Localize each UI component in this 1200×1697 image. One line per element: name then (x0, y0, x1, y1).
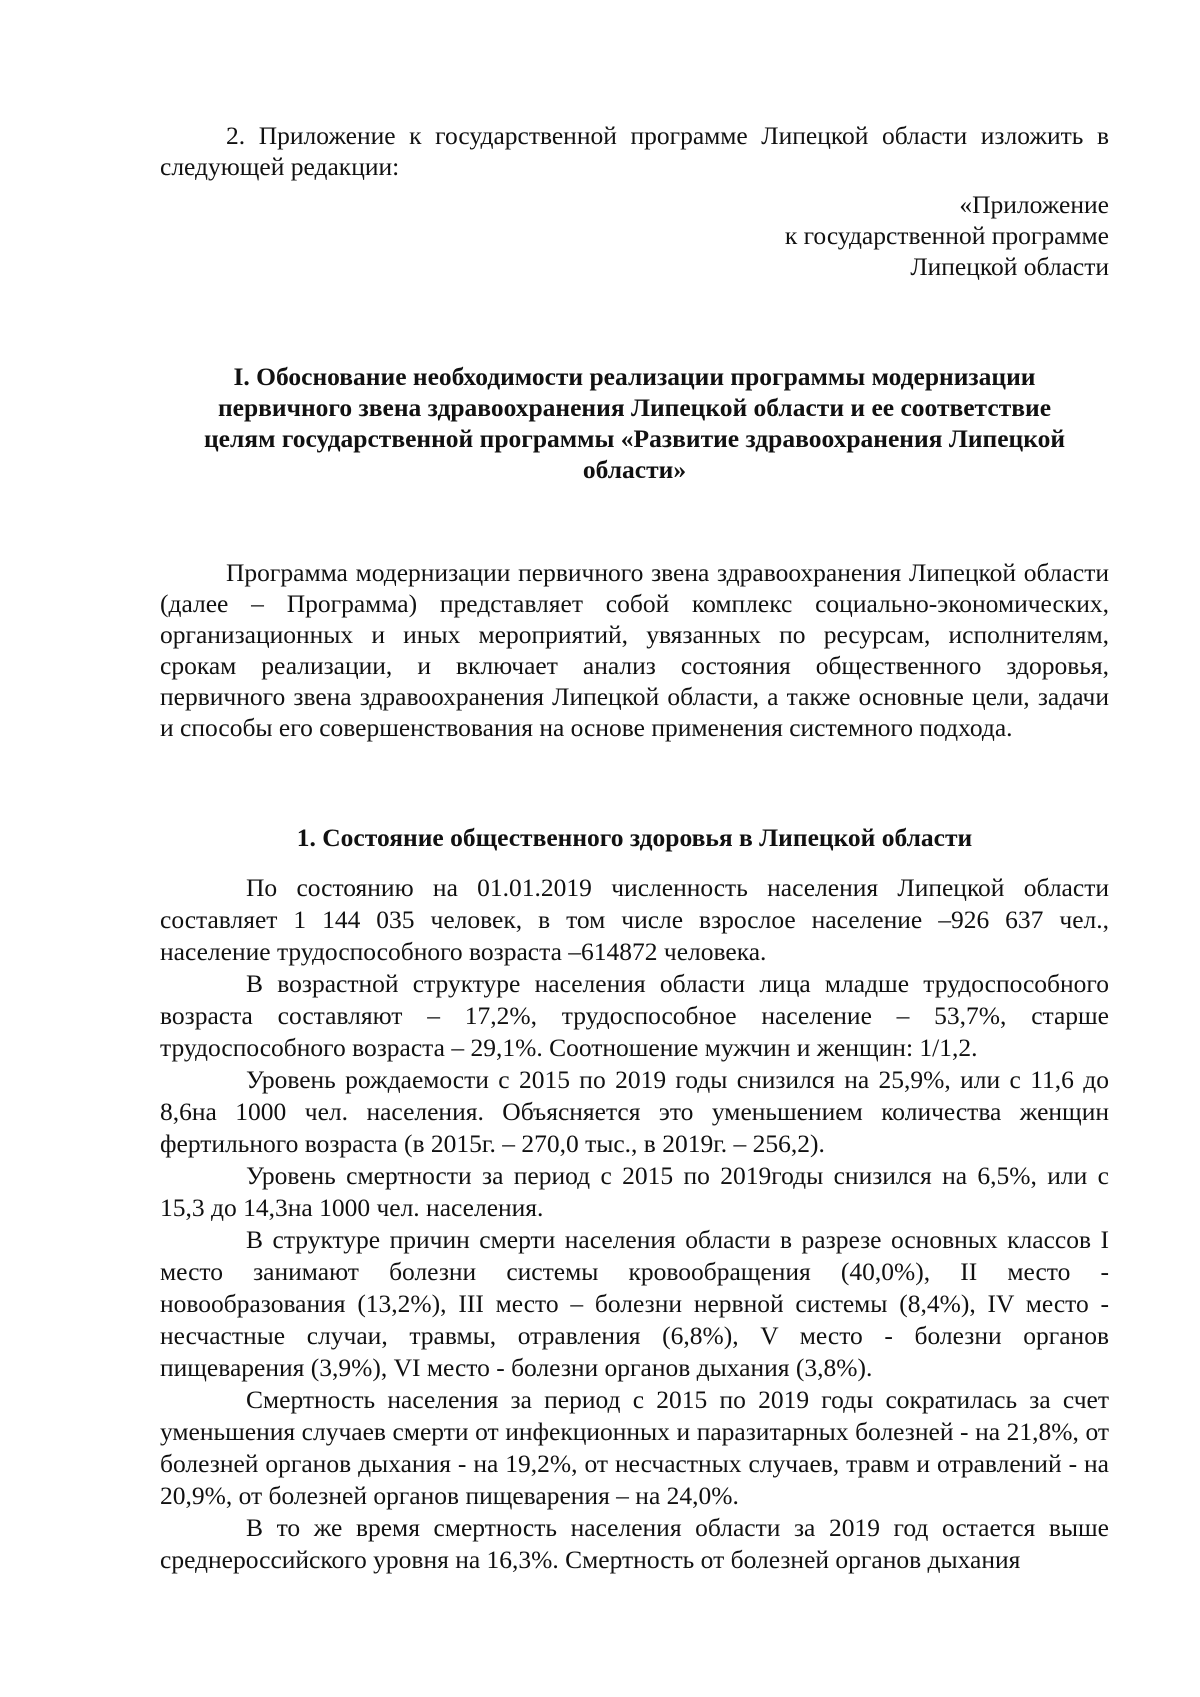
subsection-title: 1. Состояние общественного здоровья в Липецкой области (296, 823, 973, 852)
body-paragraph: Уровень рождаемости с 2015 по 2019 годы снизился на 25,9%, или с 11,6 до 8,6на 1000 чел. населения. Объясняется это уменьшением количества женщин фертильного возраста (в 2015г. – 270,0 тыс., в 2019г. – 256,2). (160, 1065, 1109, 1158)
appendix-note-line: «Приложение (959, 190, 1109, 219)
body-paragraph: Смертность населения за период с 2015 по 2019 годы сократилась за счет уменьшения случаев смерти от инфекционных и паразитарных болезней - на 21,8%, от болезней органов дыхания - на 19,2%, от несчастных случаев, травм и отравлений - на 20,9%, от болезней органов пищеварения – на 24,0%. (160, 1385, 1109, 1510)
appendix-note-line: к государственной программе (784, 221, 1109, 250)
intro-paragraph: 2. Приложение к государственной программе Липецкой области изложить в следующей редакции: (160, 121, 1109, 181)
body-paragraph: Уровень смертности за период с 2015 по 2019годы снизился на 6,5%, или с 15,3 до 14,3на 1000 чел. населения. (160, 1161, 1109, 1222)
appendix-note (160, 189, 1109, 282)
body-paragraph: В то же время смертность населения области за 2019 год остается выше среднероссийского уровня на 16,3%. Смертность от болезней органов дыхания (160, 1513, 1109, 1574)
body-paragraph: В возрастной структуре населения области лица младше трудоспособного возраста составляют – 17,2%, трудоспособное население – 53,7%, старше трудоспособного возраста – 29,1%. Соотношение мужчин и женщин: 1/1,2. (160, 969, 1109, 1062)
document-body (160, 120, 1109, 1576)
program-paragraph: Программа модернизации первичного звена здравоохранения Липецкой области (далее – Программа) представляет собой комплекс социально-экономических, организационных и иных мероприятий, увязанных по ресурсам, исполнителям, срокам реализации, и включает анализ состояния общественного здоровья, первичного звена здравоохранения Липецкой области, а также основные цели, задачи и способы его совершенствования на основе применения системного подхода. (160, 558, 1109, 742)
health-paragraphs (160, 872, 1109, 1576)
body-paragraph: По состоянию на 01.01.2019 численность населения Липецкой области составляет 1 144 035 человек, в том числе взрослое население –926 637 чел., население трудоспособного возраста –614872 человека. (160, 873, 1109, 966)
body-paragraph: В структуре причин смерти населения области в разрезе основных классов I место занимают болезни системы кровообращения (40,0%), II место - новообразования (13,2%), III место – болезни нервной системы (8,4%), IV место - несчастные случаи, травмы, отравления (6,8%), V место - болезни органов пищеварения (3,9%), VI место - болезни органов дыхания (3,8%). (160, 1225, 1109, 1382)
section-title: I. Обоснование необходимости реализации программы модернизации первичного звена здравоохранения Липецкой области и ее соответствие целям государственной программы «Развитие здравоохранения Липецкой области» (203, 362, 1066, 484)
appendix-note-line: Липецкой области (910, 252, 1109, 281)
